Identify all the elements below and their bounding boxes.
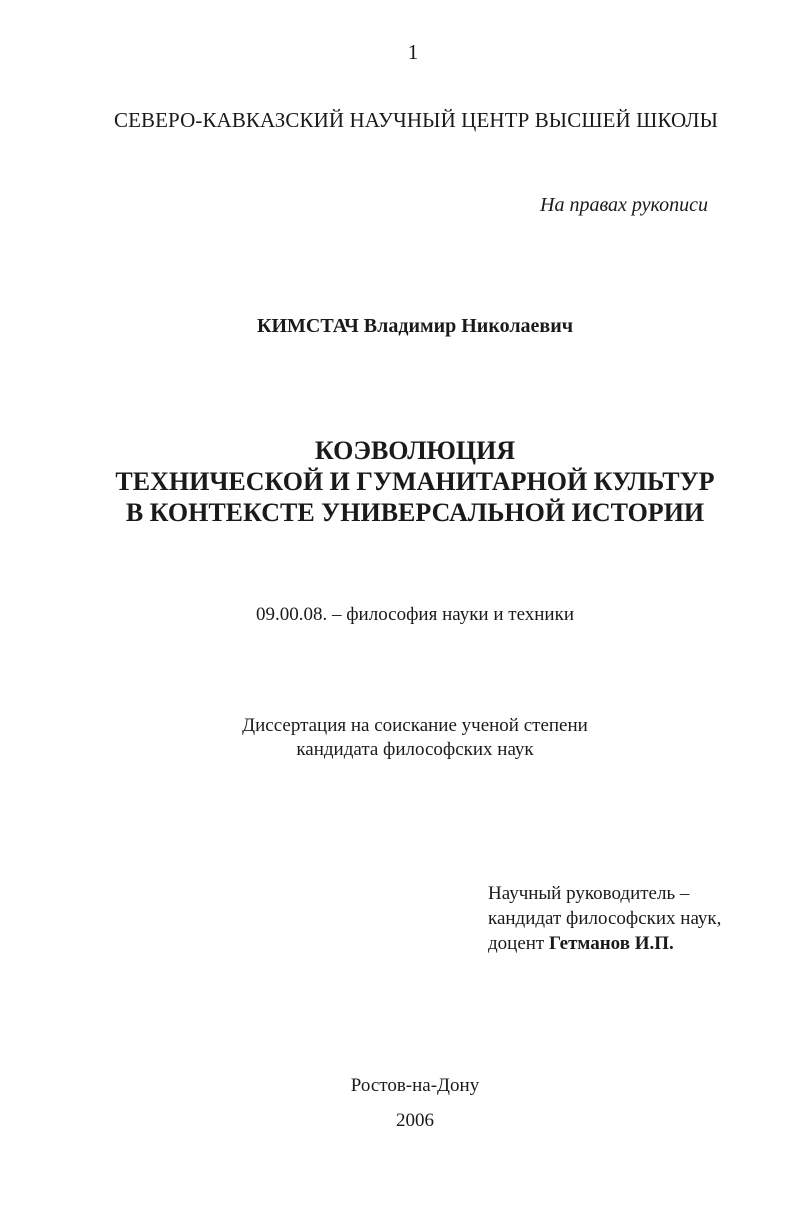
advisor-line-2: кандидат философских наук,	[488, 908, 722, 929]
degree-line-1: Диссертация на соискание ученой степени	[242, 715, 588, 736]
advisor-name: Гетманов И.П.	[549, 933, 674, 954]
manuscript-note: На правах рукописи	[540, 194, 708, 216]
city: Ростов-на-Дону	[350, 1075, 480, 1096]
page-number: 1	[407, 40, 419, 64]
advisor-line-1: Научный руководитель –	[488, 883, 690, 904]
title-line-2: ТЕХНИЧЕСКОЙ И ГУМАНИТАРНОЙ КУЛЬТУР	[115, 467, 715, 496]
specialty-code: 09.00.08. – философия науки и техники	[255, 604, 574, 625]
scientific-advisor	[488, 881, 721, 956]
author-name: КИМСТАЧ Владимир Николаевич	[256, 315, 574, 337]
dissertation-title	[0, 435, 796, 528]
degree-line-2: кандидата философских наук	[296, 739, 534, 760]
title-line-3: В КОНТЕКСТЕ УНИВЕРСАЛЬНОЙ ИСТОРИИ	[125, 498, 705, 527]
advisor-line-3	[488, 931, 721, 956]
institution-name: СЕВЕРО-КАВКАЗСКИЙ НАУЧНЫЙ ЦЕНТР ВЫСШЕЙ ШКОЛЫ	[113, 108, 719, 132]
title-line-1: КОЭВОЛЮЦИЯ	[314, 436, 516, 465]
degree-statement	[0, 714, 796, 762]
year: 2006	[396, 1110, 434, 1131]
advisor-rank: доцент	[488, 933, 549, 954]
